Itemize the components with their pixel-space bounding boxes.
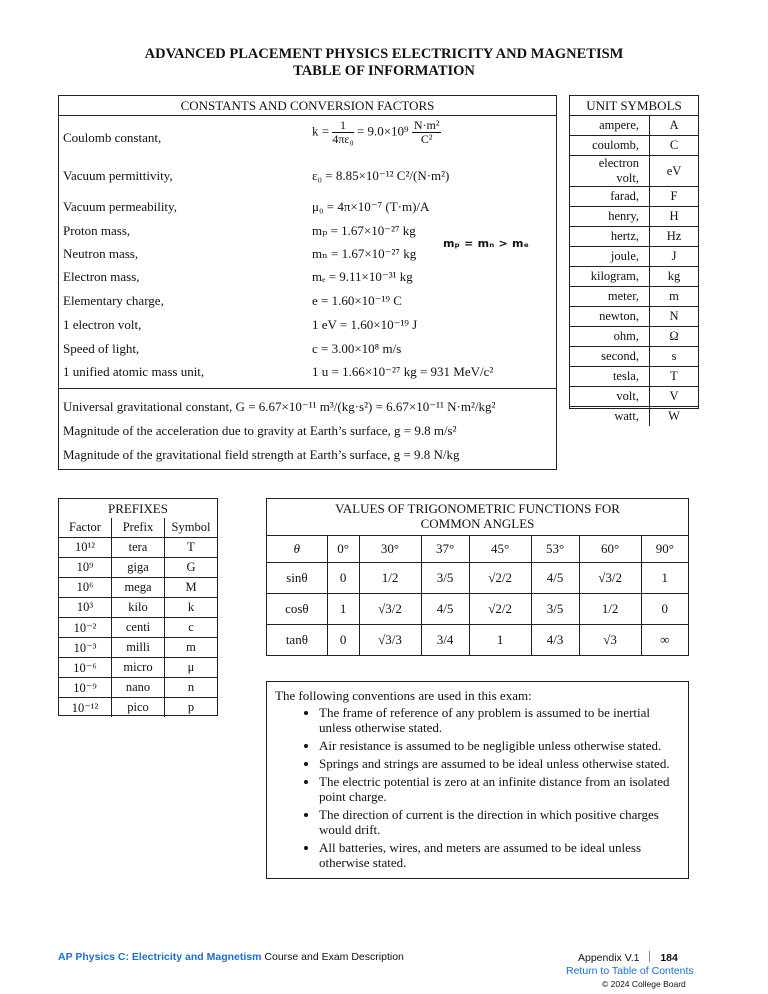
unit-name: henry, <box>570 207 650 227</box>
trig-value: ∞ <box>641 625 688 656</box>
prefix-row <box>59 638 217 658</box>
coulomb-value: = 9.0×10⁹ <box>356 123 409 139</box>
trig-row <box>267 625 688 656</box>
trig-value: 1 <box>469 625 531 656</box>
unit-symbols-box <box>569 95 699 423</box>
unit-symbol: H <box>650 207 699 227</box>
convention-item: • Air resistance is assumed to be negligible unless otherwise stated. <box>319 738 680 753</box>
const-eq-8: c = 3.00×10⁸ m/s <box>312 341 402 356</box>
prefix-factor: 10⁻¹² <box>59 698 112 718</box>
const-eq-2: μ₀ = 4π×10⁻⁷ (T·m)/A <box>312 199 430 214</box>
prefix-row <box>59 678 217 698</box>
prefix-symbol: k <box>165 598 218 618</box>
unit-name: hertz, <box>570 227 650 247</box>
constants-box <box>58 95 557 470</box>
conventions-list <box>275 705 680 870</box>
prefix-name: kilo <box>112 598 165 618</box>
const-name-0: Coulomb constant, <box>63 130 162 145</box>
convention-item: • All batteries, wires, and meters are assumed to be ideal unless otherwise stated. <box>319 840 680 870</box>
unit-row <box>570 327 698 347</box>
trig-row <box>267 563 688 594</box>
unit-name: coulomb, <box>570 136 650 156</box>
trig-value: 0 <box>327 563 359 594</box>
trig-angle-row <box>267 536 688 563</box>
const-name-8: Speed of light, <box>63 341 140 356</box>
footer-copyright: © 2024 College Board <box>602 979 686 989</box>
trig-value: 3/5 <box>531 594 579 625</box>
trig-angle: 30° <box>359 536 421 563</box>
trig-function: tanθ <box>267 625 327 656</box>
const-name-9: 1 unified atomic mass unit, <box>63 364 205 379</box>
trig-value: √3 <box>579 625 641 656</box>
unit-row <box>570 407 698 427</box>
trig-value: 1/2 <box>579 594 641 625</box>
trig-value: √2/2 <box>469 594 531 625</box>
prefix-row <box>59 538 217 558</box>
unit-row <box>570 367 698 387</box>
trig-value: √3/3 <box>359 625 421 656</box>
conventions-box <box>266 681 689 879</box>
trig-value: 4/5 <box>531 563 579 594</box>
const-eq-5: mₑ = 9.11×10⁻³¹ kg <box>312 269 413 284</box>
trig-angle: 90° <box>641 536 688 563</box>
prefix-symbol: m <box>165 638 218 658</box>
unit-row <box>570 347 698 367</box>
convention-item: • The direction of current is the direction in which positive charges would drift. <box>319 807 680 837</box>
prefix-name: centi <box>112 618 165 638</box>
trig-box <box>266 498 689 656</box>
unit-symbol: A <box>650 116 699 136</box>
const-name-6: Elementary charge, <box>63 293 164 308</box>
footer-page-number: 184 <box>660 952 678 964</box>
unit-row <box>570 207 698 227</box>
prefixes-table <box>59 518 217 717</box>
unit-symbol: J <box>650 247 699 267</box>
coulomb-equation <box>312 119 441 146</box>
trig-header <box>267 499 688 535</box>
const-name-3: Proton mass, <box>63 223 131 238</box>
const-eq-7: 1 eV = 1.60×10⁻¹⁹ J <box>312 317 418 332</box>
gravity-field-strength: Magnitude of the gravitational field strength at Earth’s surface, g = 9.8 N/kg <box>63 447 460 462</box>
prefix-name: tera <box>112 538 165 558</box>
const-eq-9: 1 u = 1.66×10⁻²⁷ kg = 931 MeV/c² <box>312 364 494 379</box>
trig-angle: 45° <box>469 536 531 563</box>
trig-value: 4/5 <box>421 594 469 625</box>
unit-symbol: C <box>650 136 699 156</box>
trig-row <box>267 594 688 625</box>
footer-course <box>58 951 404 963</box>
footer-appendix <box>578 951 678 964</box>
footer-course-title: AP Physics C: Electricity and Magnetism <box>58 951 262 963</box>
unit-symbol: N <box>650 307 699 327</box>
const-eq-6: e = 1.60×10⁻¹⁹ C <box>312 293 402 308</box>
unit-row <box>570 156 698 187</box>
prefix-name: pico <box>112 698 165 718</box>
trig-value: 3/4 <box>421 625 469 656</box>
prefix-row <box>59 698 217 718</box>
prefix-row <box>59 558 217 578</box>
unit-row <box>570 187 698 207</box>
trig-value: 1/2 <box>359 563 421 594</box>
trig-angle: 53° <box>531 536 579 563</box>
prefix-factor: 10⁶ <box>59 578 112 598</box>
trig-value: 0 <box>327 625 359 656</box>
prefix-factor: 10⁻⁶ <box>59 658 112 678</box>
coulomb-units: $\frac{\text{N·m²}}{\text{C²}}$ <box>413 118 440 146</box>
prefix-name: nano <box>112 678 165 698</box>
handwritten-note: mₚ = mₙ > mₑ <box>443 237 530 250</box>
prefix-factor: 10⁻⁹ <box>59 678 112 698</box>
unit-name: joule, <box>570 247 650 267</box>
unit-row <box>570 287 698 307</box>
prefixes-header: PREFIXES <box>108 501 168 516</box>
trig-angle: θ <box>267 536 327 563</box>
trig-header-line-1: VALUES OF TRIGONOMETRIC FUNCTIONS FOR <box>335 501 620 516</box>
unit-name: tesla, <box>570 367 650 387</box>
const-name-7: 1 electron volt, <box>63 317 142 332</box>
const-eq-4: mₙ = 1.67×10⁻²⁷ kg <box>312 246 417 261</box>
const-name-2: Vacuum permeability, <box>63 199 177 214</box>
unit-symbol: Ω <box>650 327 699 347</box>
unit-symbol: F <box>650 187 699 207</box>
footer-course-desc: Course and Exam Description <box>264 951 404 963</box>
trig-value: 1 <box>641 563 688 594</box>
unit-name: meter, <box>570 287 650 307</box>
convention-item: • Springs and strings are assumed to be ideal unless otherwise stated. <box>319 756 680 771</box>
prefix-symbol: M <box>165 578 218 598</box>
trig-angle: 37° <box>421 536 469 563</box>
prefix-symbol: c <box>165 618 218 638</box>
trig-value: √2/2 <box>469 563 531 594</box>
title-line-2: TABLE OF INFORMATION <box>293 63 475 79</box>
trig-header-line-2: COMMON ANGLES <box>420 516 535 531</box>
unit-symbol: W <box>668 409 680 423</box>
unit-symbol: m <box>650 287 699 307</box>
return-to-toc-link[interactable]: Return to Table of Contents <box>566 965 694 977</box>
unit-name: kilogram, <box>570 267 650 287</box>
unit-row <box>570 247 698 267</box>
unit-row <box>570 136 698 156</box>
unit-name: farad, <box>570 187 650 207</box>
unit-row <box>570 267 698 287</box>
prefix-symbol: p <box>165 698 218 718</box>
prefix-factor: 10³ <box>59 598 112 618</box>
trig-value: 1 <box>327 594 359 625</box>
prefix-symbol: G <box>165 558 218 578</box>
conventions-intro: The following conventions are used in this exam: <box>275 688 532 703</box>
prefix-factor: 10¹² <box>59 538 112 558</box>
const-eq-1: ε₀ = 8.85×10⁻¹² C²/(N·m²) <box>312 168 450 183</box>
prefix-col-prefix: Prefix <box>112 518 165 538</box>
unit-name: electron volt, <box>570 156 650 187</box>
unit-symbols-table <box>570 116 698 426</box>
unit-symbol: Hz <box>650 227 699 247</box>
unit-name: ampere, <box>570 116 650 136</box>
prefix-row <box>59 658 217 678</box>
prefix-row <box>59 598 217 618</box>
prefix-name: mega <box>112 578 165 598</box>
trig-value: 4/3 <box>531 625 579 656</box>
footer-appendix-label: Appendix V.1 <box>578 952 640 964</box>
unit-symbol: T <box>650 367 699 387</box>
unit-row <box>570 387 698 407</box>
prefix-row <box>59 578 217 598</box>
trig-value: 0 <box>641 594 688 625</box>
const-name-4: Neutron mass, <box>63 246 139 261</box>
trig-value: 3/5 <box>421 563 469 594</box>
unit-row <box>570 116 698 136</box>
unit-name: second, <box>570 347 650 367</box>
const-name-1: Vacuum permittivity, <box>63 168 173 183</box>
constants-header: CONSTANTS AND CONVERSION FACTORS <box>180 98 435 113</box>
prefix-symbol: μ <box>165 658 218 678</box>
prefix-row <box>59 618 217 638</box>
trig-function: cosθ <box>267 594 327 625</box>
const-name-5: Electron mass, <box>63 269 140 284</box>
unit-symbol: eV <box>650 156 699 187</box>
prefix-symbol: n <box>165 678 218 698</box>
gravity-acceleration: Magnitude of the acceleration due to gravity at Earth’s surface, g = 9.8 m/s² <box>63 423 457 438</box>
trig-angle: 0° <box>327 536 359 563</box>
prefix-name: micro <box>112 658 165 678</box>
unit-symbol: s <box>650 347 699 367</box>
prefixes-box <box>58 498 218 716</box>
page-title <box>0 46 768 80</box>
prefix-factor: 10⁻³ <box>59 638 112 658</box>
const-eq-3: mₚ = 1.67×10⁻²⁷ kg <box>312 223 416 238</box>
prefix-name: milli <box>112 638 165 658</box>
trig-table <box>267 535 688 655</box>
unit-name: ohm, <box>570 327 650 347</box>
unit-row <box>570 307 698 327</box>
unit-symbol: kg <box>650 267 699 287</box>
prefix-name: giga <box>112 558 165 578</box>
convention-item: • The frame of reference of any problem is assumed to be inertial unless otherwise stated. <box>319 705 680 735</box>
unit-symbol: V <box>650 387 699 407</box>
convention-item: • The electric potential is zero at an infinite distance from an isolated point charge. <box>319 774 680 804</box>
gravitational-constant: Universal gravitational constant, G = 6.67×10⁻¹¹ m³/(kg·s²) = 6.67×10⁻¹¹ N·m²/kg² <box>63 399 496 414</box>
prefix-col-symbol: Symbol <box>171 520 211 534</box>
unit-name: volt, <box>570 387 650 407</box>
prefix-symbol: T <box>165 538 218 558</box>
coulomb-fraction: $\frac{1}{\text{4πε₀}}$ <box>332 118 354 146</box>
prefix-factor: 10⁻² <box>59 618 112 638</box>
trig-value: √3/2 <box>359 594 421 625</box>
unit-name: watt, <box>570 407 650 427</box>
coulomb-lhs: k = <box>312 123 330 139</box>
unit-symbols-header: UNIT SYMBOLS <box>570 96 698 116</box>
trig-value: √3/2 <box>579 563 641 594</box>
trig-angle: 60° <box>579 536 641 563</box>
unit-name: newton, <box>570 307 650 327</box>
prefix-factor: 10⁹ <box>59 558 112 578</box>
trig-function: sinθ <box>267 563 327 594</box>
unit-row <box>570 227 698 247</box>
prefix-col-factor: Factor <box>59 518 112 538</box>
title-line-1: ADVANCED PLACEMENT PHYSICS ELECTRICITY AND MAGNETISM <box>144 46 624 62</box>
